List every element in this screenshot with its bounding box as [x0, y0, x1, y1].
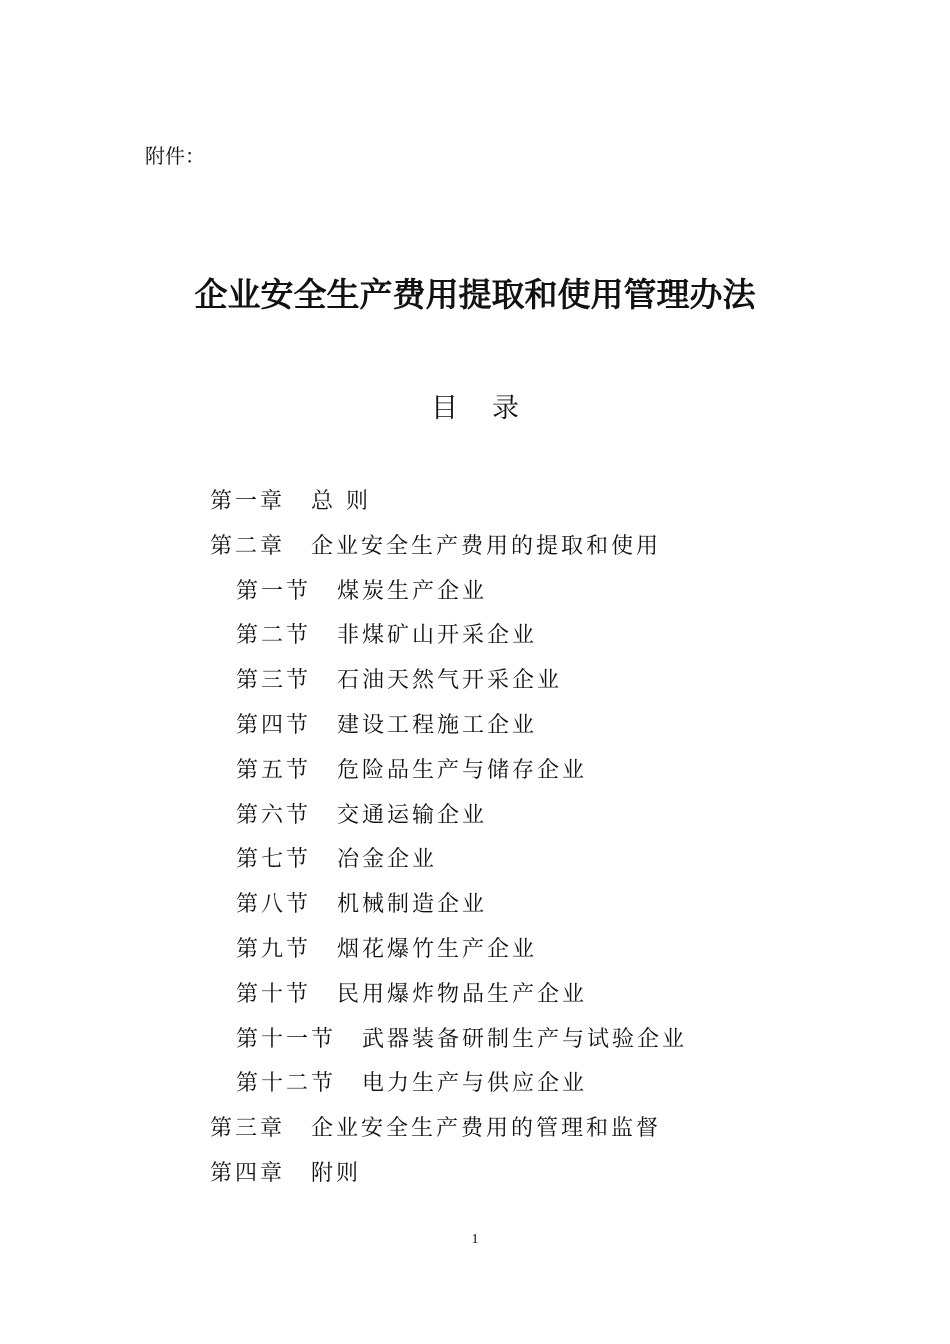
toc-entry: [236, 1024, 687, 1056]
toc-entry-text: 冶金企业: [337, 847, 438, 873]
toc-heading-right: 录: [492, 393, 519, 424]
toc-entry-text: 建设工程施工企业: [337, 713, 538, 738]
toc-entry-text: 武器装备研制生产与试验企业: [362, 1026, 688, 1052]
toc-entry-text: 企业安全生产费用的提取和使用: [311, 533, 662, 559]
toc-entry: [210, 531, 661, 563]
toc-entry: [236, 620, 537, 652]
page-number: 1: [471, 1232, 479, 1247]
toc-entry: [236, 889, 487, 921]
toc-entry-text: 民用爆炸物品生产企业: [337, 981, 588, 1007]
toc-entry-text: 总 则: [311, 489, 372, 514]
toc-entry-number: 第十一节: [236, 1026, 337, 1052]
toc-entry: [236, 844, 437, 876]
toc-entry-number: 第二节: [236, 623, 312, 649]
toc-entry-number: 第三节: [236, 668, 312, 694]
toc-heading-left: 目: [431, 393, 458, 424]
toc-entry-number: 第十节: [236, 981, 312, 1007]
toc-entry-number: 第二章: [210, 533, 286, 559]
toc-entry-text: 非煤矿山开采企业: [337, 623, 538, 649]
toc-entry-number: 第四节: [236, 713, 312, 738]
toc-entry-number: 第九节: [236, 937, 312, 962]
toc-entry-text: 危险品生产与储存企业: [337, 757, 588, 783]
toc-entry-text: 石油天然气开采企业: [337, 668, 563, 694]
toc-entry-number: 第八节: [236, 892, 312, 918]
toc-entry: [236, 755, 587, 787]
toc-entry-number: 第五节: [236, 757, 312, 783]
document-title: 企业安全生产费用提取和使用管理办法: [194, 275, 756, 314]
toc-entry-text: 烟花爆竹生产企业: [337, 937, 538, 962]
toc-entry-number: 第六节: [236, 802, 312, 828]
toc-entry-number: 第一节: [236, 578, 312, 604]
toc-entry-number: 第三章: [210, 1116, 286, 1142]
toc-entry: [210, 1113, 661, 1145]
toc-entry-number: 第四章: [210, 1161, 286, 1186]
toc-entry: [236, 934, 537, 966]
attachment-label: 附件：: [145, 144, 205, 168]
toc-entry: [236, 665, 562, 697]
toc-entry-text: 煤炭生产企业: [337, 578, 488, 604]
toc-entry: [236, 979, 587, 1011]
toc-entry-text: 附则: [311, 1161, 362, 1186]
toc-entry-text: 机械制造企业: [337, 892, 488, 918]
toc-entry: [236, 576, 487, 608]
toc-entry: [210, 1158, 361, 1190]
toc-entry: [236, 710, 537, 742]
toc-entry-number: 第十二节: [236, 1071, 337, 1097]
toc-entry: [236, 800, 487, 832]
toc-heading: [0, 389, 950, 429]
toc-entry-number: 第一章: [210, 489, 286, 514]
toc-entry: [236, 1068, 587, 1100]
toc-entry-text: 企业安全生产费用的管理和监督: [311, 1116, 662, 1142]
toc-entry-text: 电力生产与供应企业: [362, 1071, 588, 1097]
toc-entry-number: 第七节: [236, 847, 312, 873]
toc-entry-text: 交通运输企业: [337, 802, 488, 828]
toc-entry: [210, 486, 371, 518]
